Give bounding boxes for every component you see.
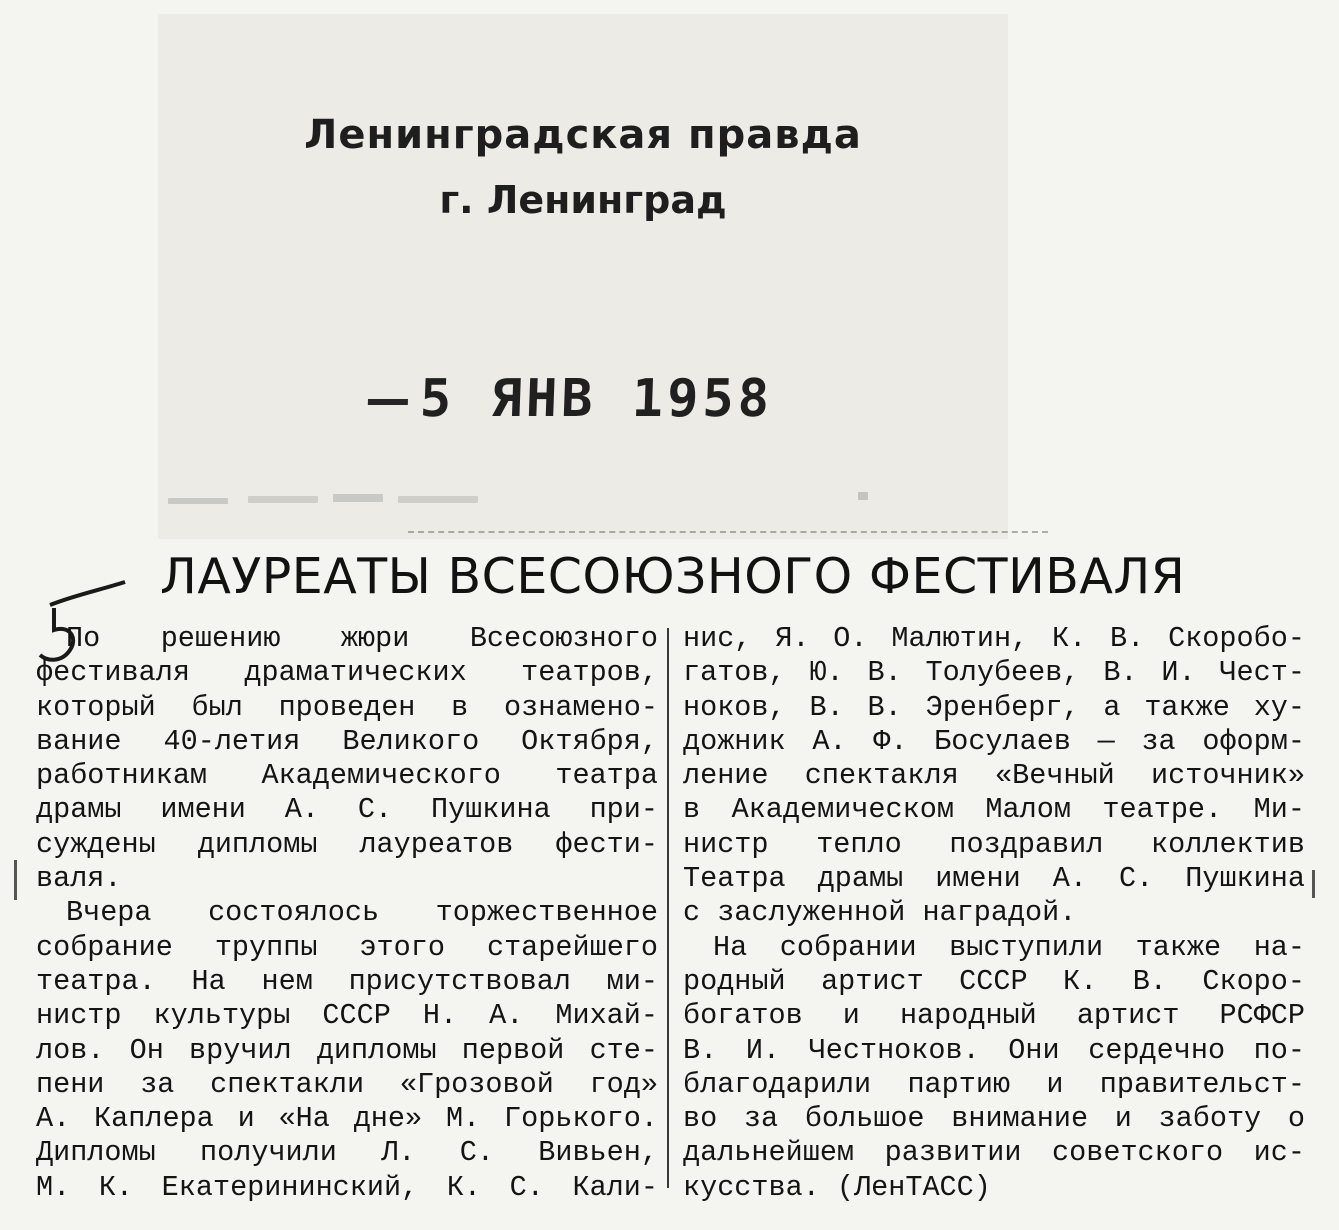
text-line: во за большое внимание и заботу о [683, 1102, 1305, 1136]
text-line: в Академическом Малом театре. Ми- [683, 793, 1305, 827]
text-line: валя. [36, 862, 122, 896]
text-line: который был проведен в ознамено- [36, 690, 658, 724]
text-line: работникам Академического театра [36, 759, 658, 793]
text-line: дожник А. Ф. Босулаев — за оформ- [683, 724, 1305, 758]
text-line: фестиваля драматических театров, [36, 656, 658, 690]
text-line: вание 40-летия Великого Октября, [36, 724, 658, 758]
faint-stamp-residue [158, 484, 1008, 524]
text-line: На собрании выступили также на- [713, 930, 1305, 964]
column-divider [667, 628, 669, 1188]
text-line: По решению жюри Всесоюзного [66, 622, 658, 655]
text-line: В. И. Честноков. Они сердечно по- [683, 1033, 1305, 1067]
text-line: родный артист СССР К. В. Скоро- [683, 964, 1305, 998]
library-stamp-area [158, 14, 1008, 539]
text-line: М. К. Екатерининский, К. С. Кали- [36, 1170, 658, 1204]
stamp-divider [408, 531, 1048, 533]
newspaper-city: г. Ленинград [439, 178, 727, 222]
date-stamp-dash [368, 399, 408, 405]
text-line: пени за спектакли «Грозовой год» [36, 1067, 658, 1101]
date-stamp-text: 5 ЯНВ 1958 [418, 369, 775, 429]
right-edge-mark [1312, 870, 1315, 898]
newspaper-name: Ленинградская правда [304, 112, 862, 158]
article-right-column [683, 622, 1305, 1205]
text-line: ноков, В. В. Эренберг, а также ху- [683, 690, 1305, 724]
text-line: собрание труппы этого старейшего [36, 930, 658, 964]
article-left-column [36, 622, 658, 1205]
text-line: Дипломы получили Л. С. Вивьен, [36, 1136, 658, 1170]
text-line: дальнейшем развитии советского ис- [683, 1136, 1305, 1170]
text-line: театра. На нем присутствовал ми- [36, 964, 658, 998]
text-line: нис, Я. О. Малютин, К. В. Скоробо- [683, 622, 1305, 655]
text-line: нистр культуры СССР Н. А. Михай- [36, 999, 658, 1033]
text-line: благодарили партию и правительст- [683, 1067, 1305, 1101]
date-stamp [367, 369, 774, 429]
text-line: кусства. (ЛенТАСС) [683, 1170, 991, 1204]
article-headline: ЛАУРЕАТЫ ВСЕСОЮЗНОГО ФЕСТИВАЛЯ [160, 548, 1186, 605]
text-line: богатов и народный артист РСФСР [683, 999, 1305, 1033]
text-line: гатов, Ю. В. Толубеев, В. И. Чест- [683, 656, 1305, 690]
text-line: Вчера состоялось торжественное [66, 896, 658, 930]
text-line: с заслуженной наградой. [683, 896, 1077, 930]
text-line: Театра драмы имени А. С. Пушкина [683, 862, 1305, 896]
text-line: ление спектакля «Вечный источник» [683, 759, 1305, 793]
text-line: лов. Он вручил дипломы первой сте- [36, 1033, 658, 1067]
left-edge-mark [14, 860, 17, 900]
text-line: драмы имени А. С. Пушкина при- [36, 793, 658, 827]
text-line: суждены дипломы лауреатов фести- [36, 827, 658, 861]
text-line: А. Каплера и «На дне» М. Горького. [36, 1102, 658, 1136]
text-line: нистр тепло поздравил коллектив [683, 827, 1305, 861]
